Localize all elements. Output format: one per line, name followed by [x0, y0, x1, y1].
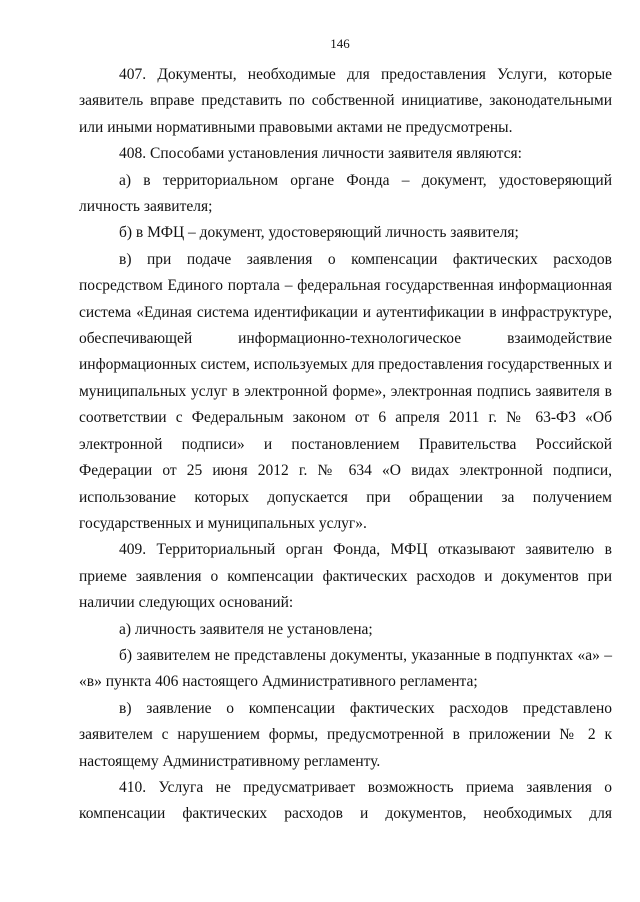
paragraph-409-v: в) заявление о компенсации фактических расходов представлено заявителем с нарушением формы, предусмотренной в приложении № 2 к настоящему Административному регламенту.: [79, 699, 612, 770]
paragraph-408-b: б) в МФЦ – документ, удостоверяющий личность заявителя;: [119, 224, 519, 242]
paragraph-407: 407. Документы, необходимые для предоставления Услуги, которые заявитель вправе представить по собственной инициативе, законодательными или иными нормативными правовыми актами не предусмотрены.: [79, 66, 612, 136]
paragraph-408-v: в) при подаче заявления о компенсации фактических расходов посредством Единого портала – федеральная государственная информационная система «Единая система идентификации и аутентификации в инфраструктуре, обеспечивающей информационно-технологическое взаимодействие информационных систем, используемых для предоставления государственных и муниципальных услуг в электронной форме», электронная подпись заявителя в соответствии с Федеральным законом от 6 апреля 2011 г. № 63-ФЗ «Об электронной подписи» и постановлением Правительства Российской Федерации от 25 июня 2012 г. № 634 «О видах электронной подписи, использование которых допускается при обращении за получением государственных и муниципальных услуг».: [79, 250, 612, 532]
paragraph-409: 409. Территориальный орган Фонда, МФЦ отказывают заявителю в приеме заявления о компенсации фактических расходов и документов при наличии следующих оснований:: [79, 541, 612, 612]
paragraph-410: 410. Услуга не предусматривает возможность приема заявления о компенсации фактических расходов и документов, необходимых для: [79, 778, 612, 823]
paragraph-409-b: б) заявителем не представлены документы, указанные в подпунктах «а» – «в» пункта 406 настоящего Административного регламента;: [79, 646, 612, 691]
document-body: [79, 62, 612, 828]
paragraph-408: 408. Способами установления личности заявителя являются:: [119, 145, 522, 163]
paragraph-408-a: а) в территориальном органе Фонда – документ, удостоверяющий личность заявителя;: [79, 171, 612, 216]
page-number: 146: [330, 36, 350, 51]
paragraph-409-a: а) личность заявителя не установлена;: [119, 620, 373, 638]
